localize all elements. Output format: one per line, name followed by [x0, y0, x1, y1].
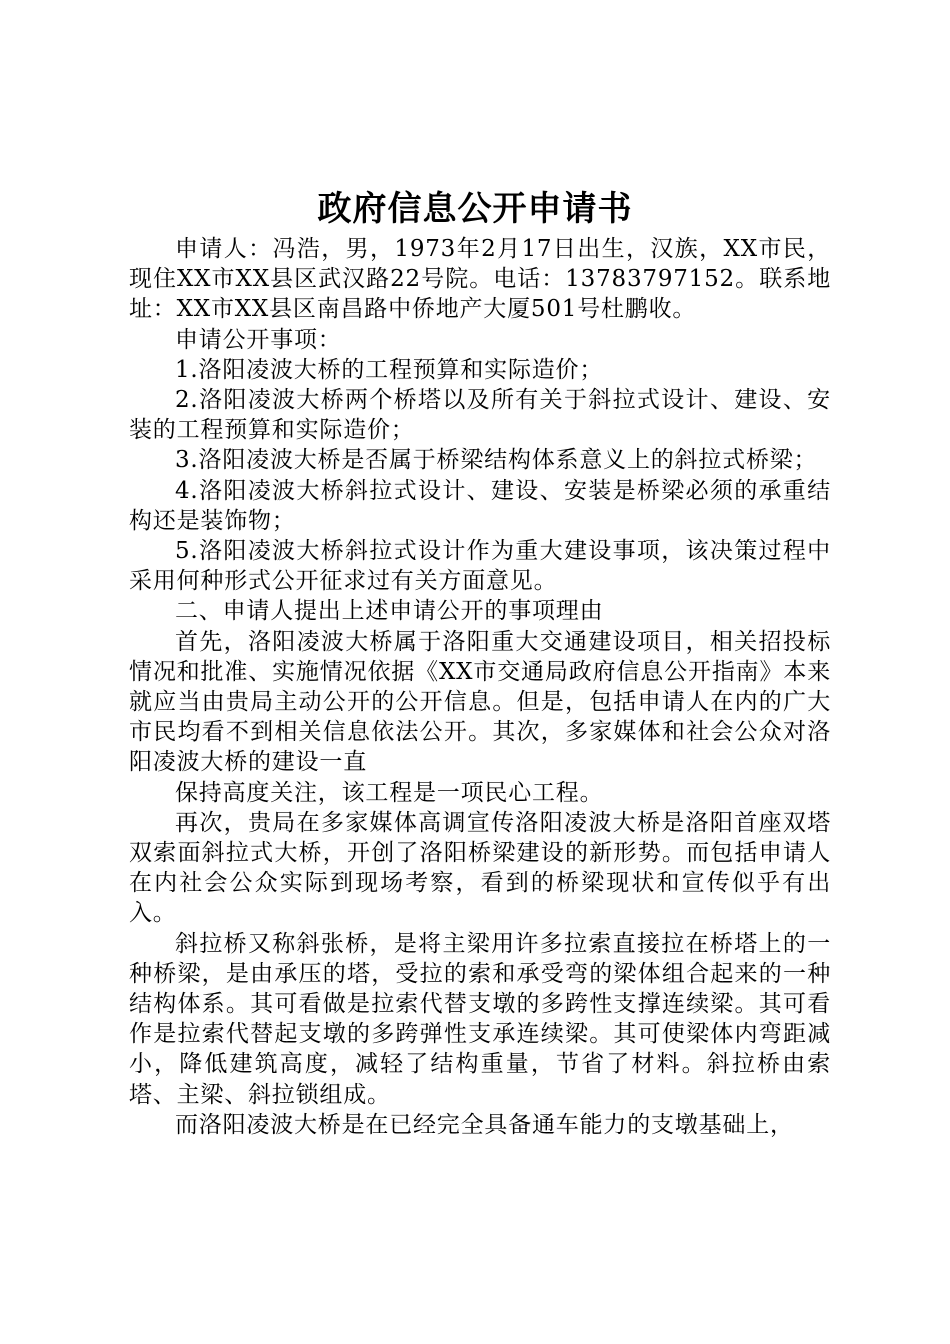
paragraph-cable-stayed-definition: 斜拉桥又称斜张桥，是将主梁用许多拉索直接拉在桥塔上的一种桥梁，是由承压的塔，受拉的索和承受弯的梁体组合起来的一种结构体系。其可看做是拉索代替支墩的多跨性支撑连续梁。其可看作是拉索代替起支墩的多跨弹性支承连续梁。其可使梁体内弯距减小，降低建筑高度，减轻了结构重量，节省了材料。斜拉桥由索塔、主梁、斜拉锁组成。 [129, 930, 831, 1108]
paragraph-item-4: 4.洛阳凌波大桥斜拉式设计、建设、安装是桥梁必须的承重结构还是装饰物； [129, 477, 831, 534]
paragraph-item-1: 1.洛阳凌波大桥的工程预算和实际造价； [175, 356, 604, 383]
paragraph-bridge-context: 而洛阳凌波大桥是在已经完全具备通车能力的支墩基础上， [175, 1111, 794, 1138]
paragraph-request-heading: 申请公开事项： [175, 326, 342, 353]
document-title: 政府信息公开申请书 [317, 189, 633, 229]
paragraph-item-3: 3.洛阳凌波大桥是否属于桥梁结构体系意义上的斜拉式桥梁； [175, 447, 818, 474]
paragraph-applicant-info: 申请人：冯浩，男，1973年2月17日出生，汉族，XX市民，现住XX市XX县区武汉路22号院。电话：13783797152。联系地址：XX市XX县区南昌路中侨地产大厦501号杜鹏收。 [129, 236, 831, 323]
paragraph-second-reason: 再次，贵局在多家媒体高调宣传洛阳凌波大桥是洛阳首座双塔双索面斜拉式大桥，开创了洛阳桥梁建设的新形势。而包括申请人在内社会公众实际到现场考察，看到的桥梁现状和宣传似乎有出入。 [129, 809, 831, 927]
paragraph-continuation: 保持高度关注，该工程是一项民心工程。 [175, 779, 604, 806]
paragraph-item-2: 2.洛阳凌波大桥两个桥塔以及所有关于斜拉式设计、建设、安装的工程预算和实际造价； [129, 387, 831, 444]
paragraph-first-reason: 首先，洛阳凌波大桥属于洛阳重大交通建设项目，相关招投标情况和批准、实施情况依据《XX市交通局政府信息公开指南》本来就应当由贵局主动公开的公开信息。但是，包括申请人在内的广大市民均看不到相关信息依法公开。其次，多家媒体和社会公众对洛阳凌波大桥的建设一直 [129, 628, 831, 776]
paragraph-reasons-heading: 二、申请人提出上述申请公开的事项理由 [175, 598, 604, 625]
paragraph-item-5: 5.洛阳凌波大桥斜拉式设计作为重大建设事项，该决策过程中采用何种形式公开征求过有关方面意见。 [129, 538, 831, 595]
document-body [129, 234, 831, 1140]
